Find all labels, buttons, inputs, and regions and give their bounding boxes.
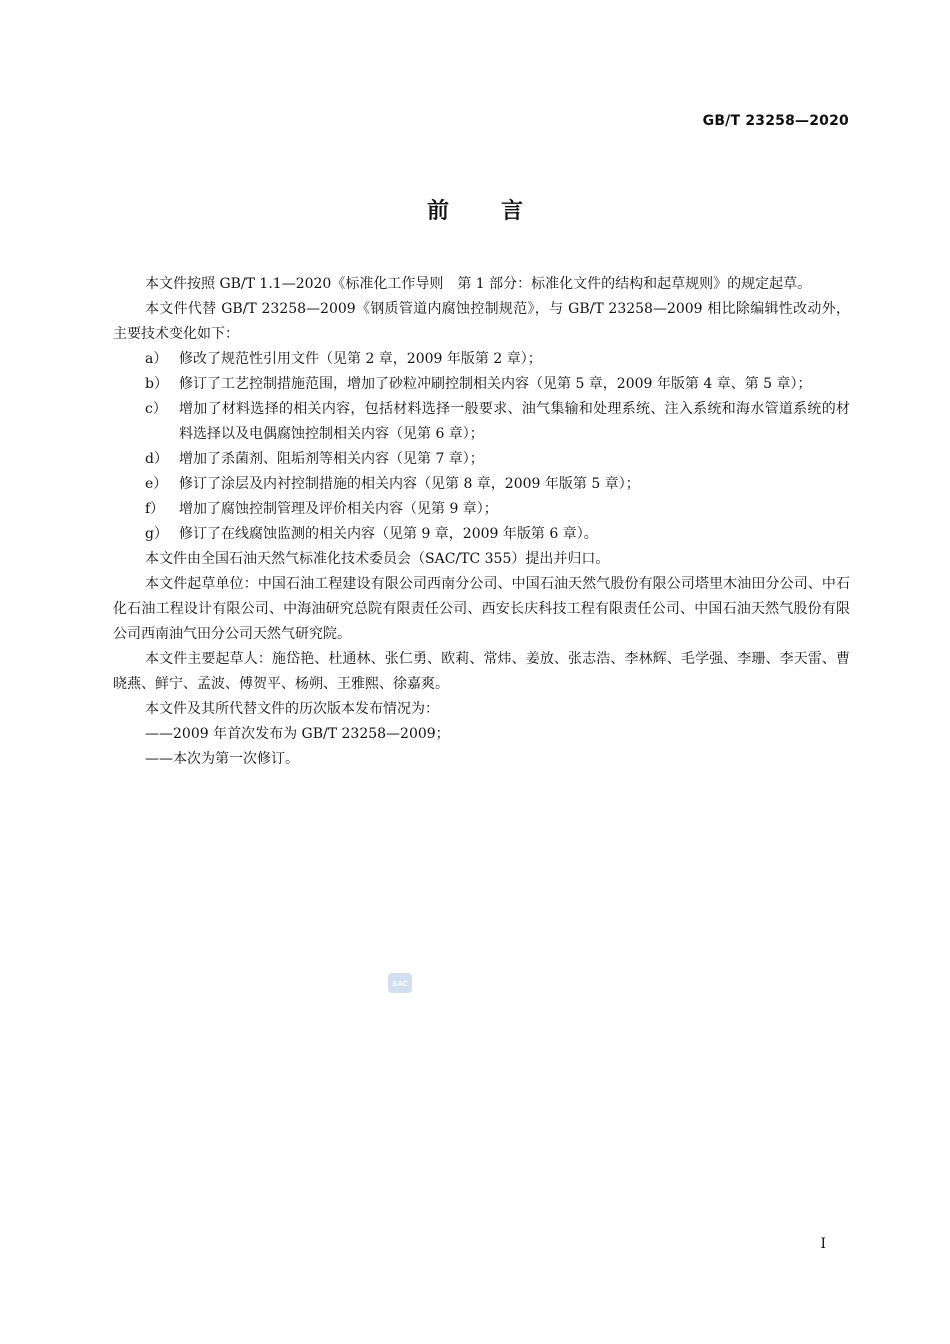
history-item: ——本次为第一次修订。 xyxy=(145,751,299,767)
list-item xyxy=(113,347,850,372)
paragraph-drafting-units: 本文件起草单位：中国石油工程建设有限公司西南分公司、中国石油天然气股份有限公司塔里木油田分公司、中石化石油工程设计有限公司、中海油研究总院有限责任公司、西安长庆科技工程有限责任公司、中国石油天然气股份有限公司西南油气田分公司天然气研究院。 xyxy=(113,576,850,642)
history-item: ——2009 年首次发布为 GB/T 23258—2009； xyxy=(145,726,450,742)
list-item xyxy=(113,447,850,472)
list-item xyxy=(113,472,850,497)
list-marker: c） xyxy=(145,401,167,417)
page-number: I xyxy=(820,1236,826,1252)
sac-logo-watermark xyxy=(387,972,413,994)
list-item xyxy=(113,372,850,397)
paragraph-drafting-rules: 本文件按照 GB/T 1.1—2020《标准化工作导则 第 1 部分：标准化文件的结构和起草规则》的规定起草。 xyxy=(145,276,812,292)
list-marker: a） xyxy=(145,351,168,367)
paragraph-drafters: 本文件主要起草人：施岱艳、杜通林、张仁勇、欧莉、常炜、姜放、张志浩、李林辉、毛学强、李珊、李天雷、曹晓燕、鲜宁、孟波、傅贺平、杨朔、王雅熙、徐嘉爽。 xyxy=(113,651,850,692)
svg-text:SAC: SAC xyxy=(392,980,408,988)
list-item-text: 增加了杀菌剂、阻垢剂等相关内容（见第 7 章）； xyxy=(179,451,484,467)
list-marker: d） xyxy=(145,451,168,467)
list-item-text: 修订了工艺控制措施范围，增加了砂粒冲刷控制相关内容（见第 5 章，2009 年版第 4 章、第 5 章）； xyxy=(179,376,812,392)
list-item-text: 修订了涂层及内衬控制措施的相关内容（见第 8 章，2009 年版第 5 章）； xyxy=(179,476,640,492)
page-title: 前言 xyxy=(426,199,575,224)
list-item-text: 修改了规范性引用文件（见第 2 章，2009 年版第 2 章）； xyxy=(179,351,542,367)
foreword-body xyxy=(113,272,850,772)
list-item xyxy=(113,522,850,547)
list-item xyxy=(113,397,850,447)
list-item-text: 增加了材料选择的相关内容，包括材料选择一般要求、油气集输和处理系统、注入系统和海水管道系统的材料选择以及电偶腐蚀控制相关内容（见第 6 章）； xyxy=(179,401,850,442)
list-marker: e） xyxy=(145,476,168,492)
paragraph-proposer: 本文件由全国石油天然气标准化技术委员会（SAC/TC 355）提出并归口。 xyxy=(145,551,610,567)
list-item-text: 修订了在线腐蚀监测的相关内容（见第 9 章，2009 年版第 6 章）。 xyxy=(179,526,598,542)
paragraph-history-intro: 本文件及其所代替文件的历次版本发布情况为： xyxy=(145,701,439,717)
standard-code: GB/T 23258—2020 xyxy=(702,113,849,129)
list-marker: g） xyxy=(145,526,168,542)
paragraph-replacement: 本文件代替 GB/T 23258—2009《钢质管道内腐蚀控制规范》，与 GB/T 23258—2009 相比除编辑性改动外，主要技术变化如下： xyxy=(113,301,850,342)
list-item xyxy=(113,497,850,522)
list-marker: b） xyxy=(145,376,168,392)
list-item-text: 增加了腐蚀控制管理及评价相关内容（见第 9 章）； xyxy=(179,501,498,517)
list-marker: f） xyxy=(145,501,165,517)
